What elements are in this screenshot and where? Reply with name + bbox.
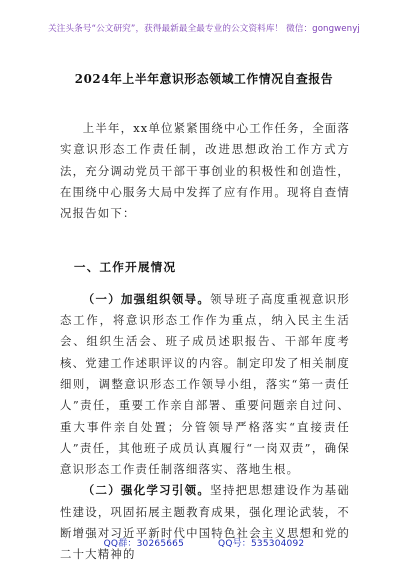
intro-paragraph: 上半年，xx单位紧紧围绕中心工作任务，全面落实意识形态工作责任制，改进思想政治工作方式方法，充分调动党员干部干事创业的积极性和创造性，在围绕中心服务大局中发挥了应有作用。现将自查情况报告如下： (60, 121, 350, 221)
paragraph-organization-body: 领导班子高度重视意识形态工作，将意识形态工作作为重点，纳入民主生活会、组织生活会、班子成员述职报告、干部年度考核、党建工作述职评议的内容。制定印发了相关制度细则，调整意识形态工作领导小组，落实“第一责任人”责任，重要工作亲自部署、重要问题亲自过问、重大事件亲自处置；分管领导严格落实“直接责任人”责任，其他班子成员认真履行“一岗双责”，确保意识形态工作责任制落细落实、落地生根。 (60, 291, 350, 477)
paragraph-organization-lead: （一）加强组织领导。 (82, 291, 211, 306)
section-heading-1: 一、工作开展情况 (73, 260, 177, 275)
document-body (60, 118, 350, 566)
paragraph-organization (60, 289, 350, 481)
qq-group: QQ群：30265665 (103, 539, 185, 549)
paragraph-study (60, 480, 350, 565)
paragraph-study-body: 坚持把思想建设作为基础性建设，巩固拓展主题教育成果，强化理论武装，不断增强对习近平新时代中国特色社会主义思想和党的二十大精神的 (60, 483, 350, 562)
qq-number: QQ号：535304092 (218, 539, 305, 549)
contact-footer (0, 536, 408, 549)
document-title: 2024年上半年意识形态领域工作情况自查报告 (74, 72, 334, 86)
promo-header: 关注头条号“公文研究”，获得最新最全最专业的公文资料库！ 微信：gongwenyj (48, 24, 360, 34)
paragraph-study-lead: （二）强化学习引领。 (82, 483, 211, 498)
